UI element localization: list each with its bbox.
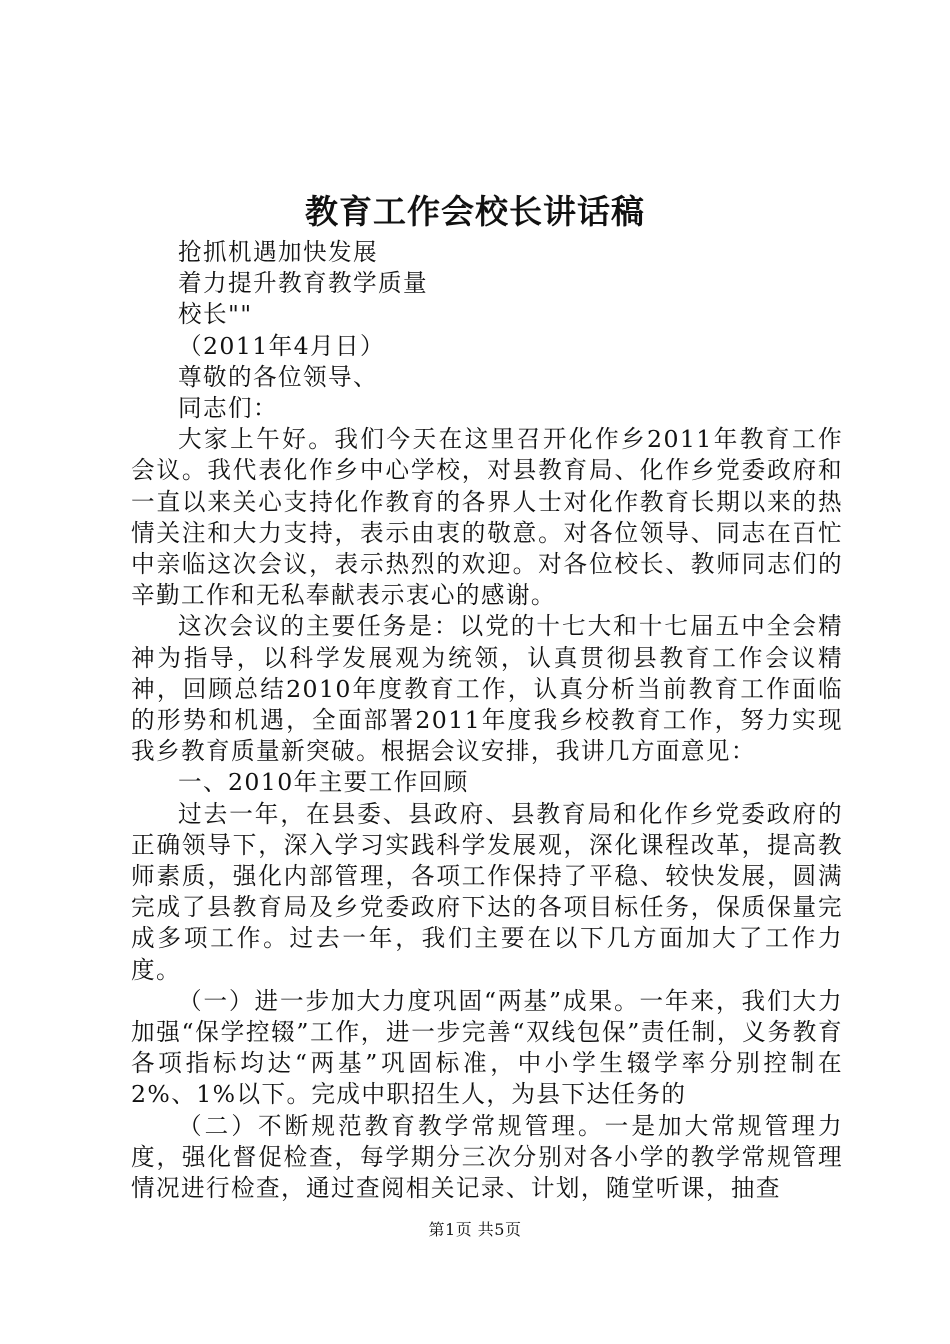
paragraph-greeting: 大家上午好。我们今天在这里召开化作乡2011年教育工作会议。我代表化作乡中心学校，对县教育局、化作乡党委政府和一直以来关心支持化作教育的各界人士对化作教育长期以来的热情关注和大力支持，表示由衷的敬意。对各位领导、同志在百忙中亲临这次会议，表示热烈的欢迎。对各位校长、教师同志们的辛勤工作和无私奉献表示衷心的感谢。 (131, 425, 843, 610)
heading-line-3: 校长"" (178, 300, 253, 329)
page-footer: 第1页 共5页 (428, 1220, 522, 1239)
document-title: 教育工作会校长讲话稿 (305, 192, 645, 231)
section-heading: 一、2010年主要工作回顾 (178, 768, 469, 797)
salutation-line-1: 尊敬的各位领导、 (178, 362, 378, 391)
paragraph-item-1: （一）进一步加大力度巩固“两基”成果。一年来，我们大力加强“保学控辍”工作，进一步完善“双线包保”责任制，义务教育各项指标均达“两基”巩固标准，中小学生辍学率分别控制在2%、1%以下。完成中职招生人，为县下达任务的 (131, 986, 843, 1109)
salutation-line-2: 同志们： (178, 394, 278, 423)
date-line: （2011年4月日） (178, 331, 386, 360)
document-body (131, 237, 843, 1204)
paragraph-item-2: （二）不断规范教育教学常规管理。一是加大常规管理力度，强化督促检查，每学期分三次分别对各小学的教学常规管理情况进行检查，通过查阅相关记录、计划，随堂听课，抽查 (131, 1111, 843, 1203)
paragraph-review: 过去一年，在县委、县政府、县教育局和化作乡党委政府的正确领导下，深入学习实践科学发展观，深化课程改革，提高教师素质，强化内部管理，各项工作保持了平稳、较快发展，圆满完成了县教育局及乡党委政府下达的各项目标任务，保质保量完成多项工作。过去一年，我们主要在以下几方面加大了工作力度。 (131, 799, 843, 984)
heading-line-2: 着力提升教育教学质量 (178, 269, 428, 298)
paragraph-meeting-task: 这次会议的主要任务是：以党的十七大和十七届五中全会精神为指导，以科学发展观为统领，认真贯彻县教育工作会议精神，回顾总结2010年度教育工作，认真分析当前教育工作面临的形势和机遇，全面部署2011年度我乡校教育工作，努力实现我乡教育质量新突破。根据会议安排，我讲几方面意见： (131, 612, 843, 766)
heading-line-1: 抢抓机遇加快发展 (178, 238, 378, 266)
